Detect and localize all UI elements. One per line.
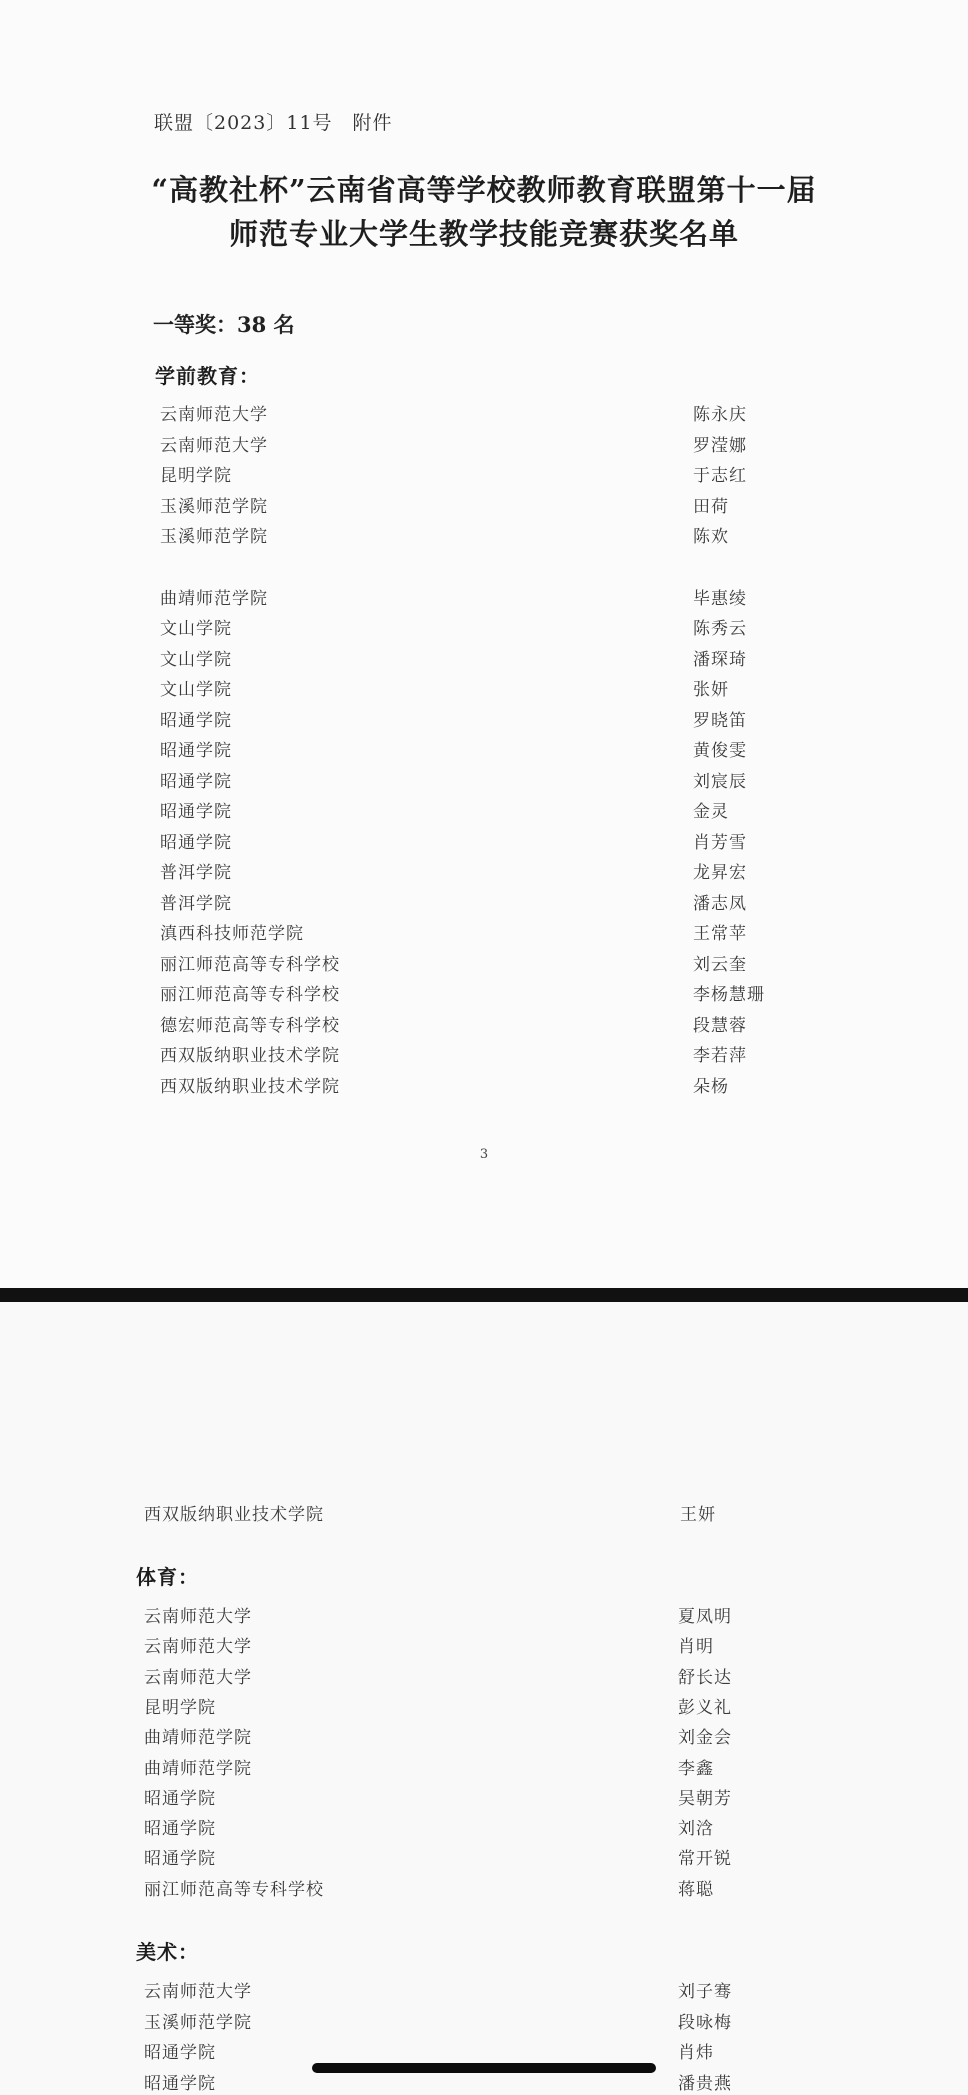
winner-name: 毕惠绫 [693,588,747,609]
winner-row [144,1693,844,1723]
winner-row [160,492,860,522]
winner-name: 段慧蓉 [693,1015,747,1036]
school-name: 曲靖师范学院 [144,1758,252,1779]
winner-row [160,797,860,827]
winner-name: 罗滢娜 [693,435,747,456]
winner-row [160,675,860,705]
winner-name: 于志红 [693,466,747,486]
document-title-line-1: “高教社杯”云南省高等学校教师教育联盟第十一届 [151,173,817,207]
document-page-4 [0,1302,968,2095]
school-name: 丽江师范高等专科学校 [160,985,340,1005]
school-name: 昭通学院 [160,710,232,731]
winner-name: 刘宸辰 [693,771,747,792]
winner-name: 陈欢 [693,527,729,547]
winner-name: 张妍 [693,680,729,700]
category-heading-art: 美术： [136,1940,199,1964]
winner-name: 彭义礼 [678,1697,732,1718]
winner-row [160,431,860,461]
winner-name: 罗晓笛 [693,710,747,731]
winner-name: 刘子骞 [678,1982,732,2002]
winner-row [160,950,860,980]
school-name: 昭通学院 [160,802,232,822]
winner-name: 王常苹 [693,924,747,944]
winner-row [160,919,860,949]
winner-name: 陈秀云 [693,619,747,639]
winner-row [144,1814,844,1844]
winner-name: 王妍 [680,1505,716,1525]
winner-row [160,706,860,736]
school-name: 云南师范大学 [160,405,268,425]
winner-name: 朵杨 [693,1076,729,1097]
winner-name: 肖芳雪 [693,832,747,853]
school-name: 德宏师范高等专科学校 [160,1015,340,1036]
winner-row [144,1723,844,1753]
winner-name: 李若萍 [693,1046,747,1066]
winner-name: 陈永庆 [693,405,747,425]
winner-row [160,858,860,888]
school-name: 曲靖师范学院 [144,1728,252,1749]
school-name: 文山学院 [160,619,232,639]
winner-name: 李鑫 [678,1758,714,1779]
winner-name: 常开锐 [678,1849,732,1870]
school-name: 昭通学院 [160,771,232,792]
winner-name: 李杨慧珊 [693,985,765,1005]
school-name: 丽江师范高等专科学校 [160,954,340,975]
winner-row [160,1072,860,1102]
school-name: 曲靖师范学院 [160,588,268,609]
school-name: 普洱学院 [160,893,232,914]
document-reference: 联盟〔2023〕11号 附件 [154,112,393,134]
winner-name: 金灵 [693,802,729,822]
winner-row [160,980,860,1010]
school-name: 西双版纳职业技术学院 [144,1505,324,1525]
winner-row [160,461,860,491]
winner-name: 潘贵燕 [678,2073,732,2094]
winner-row [160,522,860,552]
winner-row [160,767,860,797]
winner-row [144,1784,844,1814]
document-title-line-2: 师范专业大学生教学技能竞赛获奖名单 [228,217,739,251]
winner-row [144,1977,844,2007]
winner-row [144,1875,844,1905]
category-heading-preschool: 学前教育： [155,364,260,388]
school-name: 文山学院 [160,649,232,670]
winner-name: 潘志凤 [693,893,747,914]
school-name: 云南师范大学 [160,435,268,456]
school-name: 昭通学院 [144,1788,216,1809]
school-name: 丽江师范高等专科学校 [144,1879,324,1900]
winner-name: 刘云奎 [693,954,747,975]
school-name: 云南师范大学 [144,1637,252,1658]
school-name: 文山学院 [160,680,232,700]
school-name: 玉溪师范学院 [160,527,268,547]
school-name: 西双版纳职业技术学院 [160,1046,340,1066]
school-name: 昭通学院 [144,2073,216,2094]
school-name: 云南师范大学 [144,1982,252,2002]
winner-row [160,736,860,766]
school-name: 西双版纳职业技术学院 [160,1076,340,1097]
winner-name: 刘金会 [678,1728,732,1749]
page-number: 3 [479,1147,489,1162]
winner-name: 蒋聪 [678,1879,714,1900]
school-name: 昆明学院 [144,1697,216,1718]
winner-name: 夏凤明 [678,1607,732,1627]
category-heading-pe: 体育： [136,1565,199,1589]
home-indicator-bar[interactable] [312,2063,656,2073]
winner-name: 刘浛 [678,1819,714,1840]
school-name: 玉溪师范学院 [144,2012,252,2033]
school-name: 昭通学院 [144,2043,216,2063]
school-name: 玉溪师范学院 [160,496,268,517]
winner-row [160,828,860,858]
winner-name: 肖炜 [678,2043,714,2063]
winner-name: 田荷 [693,496,729,517]
winner-row [160,645,860,675]
winner-row [144,1602,844,1632]
winner-row [160,1041,860,1071]
school-name: 云南师范大学 [144,1607,252,1627]
school-name: 昆明学院 [160,466,232,486]
winner-row [144,1500,844,1530]
school-name: 普洱学院 [160,863,232,883]
school-name: 滇西科技师范学院 [160,924,304,944]
school-name: 昭通学院 [160,741,232,761]
winner-name: 肖明 [678,1637,714,1658]
winner-name: 潘琛琦 [693,649,747,670]
winner-name: 段咏梅 [678,2012,732,2033]
winner-name: 吴朝芳 [678,1788,732,1809]
winner-row [144,1663,844,1693]
winner-row [160,614,860,644]
award-level-heading: 一等奖：38 名 [153,312,295,337]
winner-row [160,1011,860,1041]
school-name: 云南师范大学 [144,1667,252,1688]
winner-name: 舒长达 [678,1667,732,1688]
winner-row [144,1844,844,1874]
page-divider [0,1288,968,1302]
school-name: 昭通学院 [160,832,232,853]
school-name: 昭通学院 [144,1819,216,1840]
school-name: 昭通学院 [144,1849,216,1870]
winner-row [144,1754,844,1784]
winner-row [144,1632,844,1662]
winner-row [160,889,860,919]
winner-name: 龙昇宏 [693,863,747,883]
winner-row [160,584,860,614]
winner-name: 黄俊雯 [693,741,747,761]
winner-row [144,2008,844,2038]
winner-row [160,400,860,430]
